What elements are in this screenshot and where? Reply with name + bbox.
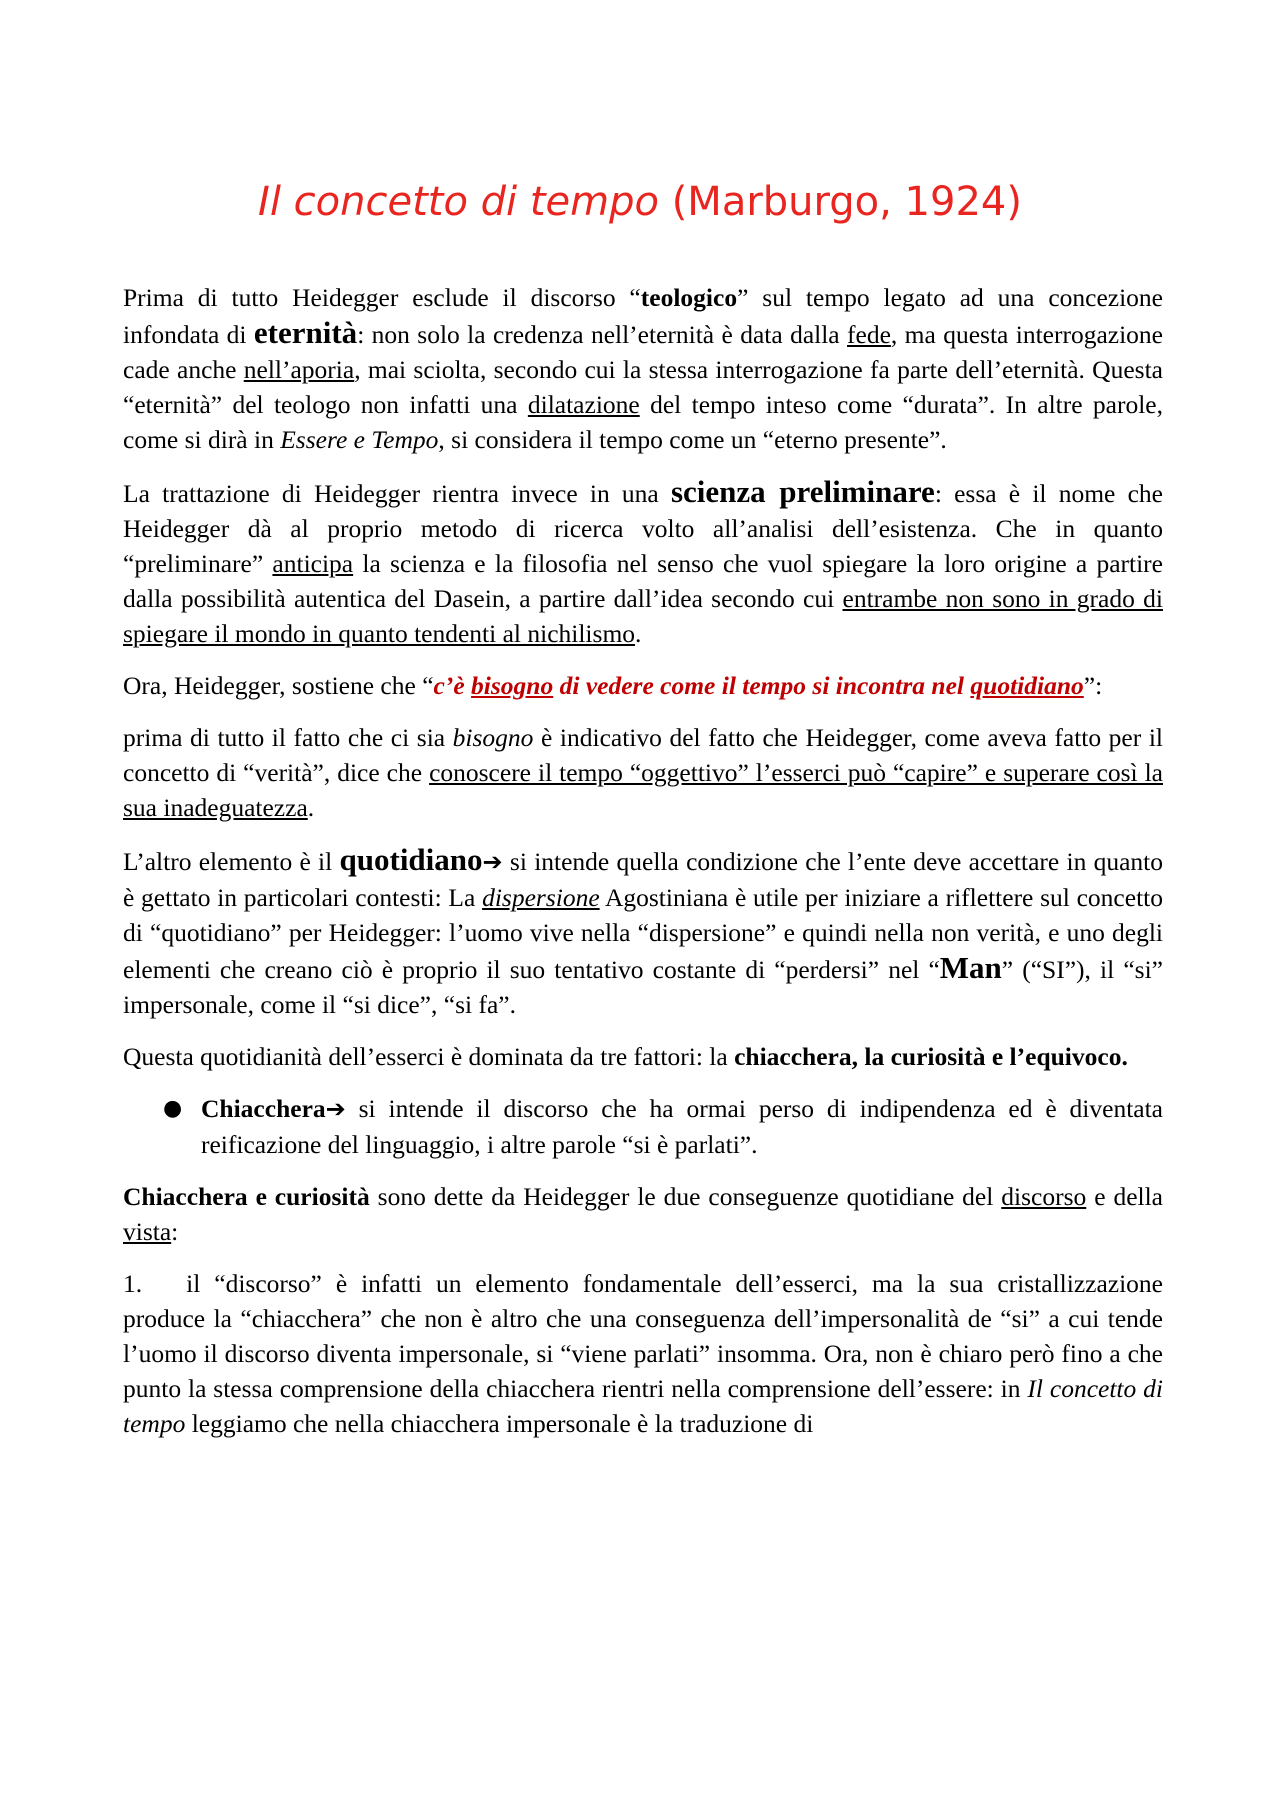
underline-discorso: discorso <box>1001 1182 1087 1211</box>
text-span: Questa quotidianità dell’esserci è dominata da tre fattori: la <box>123 1042 735 1071</box>
red-quote-part: di vedere come il tempo si incontra nel <box>553 671 971 700</box>
paragraph-quotidiano-quote <box>123 668 1163 703</box>
bold-chiacchera: Chiacchera <box>201 1094 326 1123</box>
paragraph-scienza-preliminare <box>123 474 1163 651</box>
bold-teologico: teologico <box>640 283 738 312</box>
text-span: prima di tutto il fatto che ci sia <box>123 723 453 752</box>
underline-entrambe: entrambe non sono in grado di spiegare il mondo in quanto tendenti al nichilismo <box>123 584 1163 648</box>
text-span: : non solo la credenza nell’eternità è data dalla <box>357 320 848 349</box>
bullet-list <box>123 1091 1163 1162</box>
underline-fede: fede <box>847 320 891 349</box>
bold-eternita: eternità <box>253 315 358 350</box>
text-span: sono dette da Heidegger le due conseguenze quotidiane del <box>369 1182 1002 1211</box>
text-span: leggiamo che nella chiacchera impersonale è la traduzione di <box>185 1409 814 1438</box>
text-span: ” sul tempo legato ad una concezione infondata di <box>123 283 1164 349</box>
text-span: , mai sciolta, secondo cui la stessa interrogazione fa parte dell’eternità. Questa “eternità” del teologo non infatti una <box>123 355 1163 419</box>
paragraph-tre-fattori <box>123 1039 1163 1074</box>
text-span: il “discorso” è infatti un elemento fondamentale dell’esserci, ma la sua cristallizzazione produce la “chiacchera” che non è altro che una conseguenza dell’impersonalità de “si” a cui tende l’uomo il discorso diventa impersonale, si “viene parlati” insomma. Ora, non è chiaro però fino a che punto la stessa comprensione della chiacchera rientri nella comprensione dell’essere: in <box>123 1269 1163 1403</box>
text-span: Prima di tutto Heidegger esclude il discorso “ <box>123 283 641 312</box>
list-item <box>123 1091 1163 1162</box>
arrow-right-icon: ➔ <box>325 1095 346 1123</box>
text-span: La trattazione di Heidegger rientra invece in una <box>123 479 671 508</box>
paragraph-chiacchera-curiosita <box>123 1179 1163 1249</box>
underline-dilatazione: dilatazione <box>527 390 640 419</box>
bold-quotidiano: quotidiano <box>339 842 483 877</box>
title-italic: Il concetto di tempo <box>258 179 659 225</box>
text-span: ”: <box>1083 671 1103 700</box>
paragraph-numbered-1 <box>123 1266 1163 1441</box>
arrow-right-icon: ➔ <box>482 848 503 876</box>
underline-anticipa: anticipa <box>272 549 354 578</box>
text-span: L’altro elemento è il <box>123 847 340 876</box>
text-span: . <box>635 619 642 648</box>
text-span: . <box>307 793 315 822</box>
underline-vista: vista <box>123 1217 172 1246</box>
text-span: , ma questa interrogazione cade anche <box>123 320 1163 384</box>
bold-chiacchera-curiosita: Chiacchera e curiosità <box>123 1182 370 1211</box>
italic-underline-dispersione: dispersione <box>482 883 600 912</box>
text-span: , si considera il tempo come un “eterno presente”. <box>438 425 947 454</box>
bold-fattori: chiacchera, la curiosità e l’equivoco. <box>734 1042 1128 1071</box>
text-span: ” (“SI”), il “si” impersonale, come il “si dice”, “si fa”. <box>123 955 1163 1019</box>
bold-man: Man <box>939 950 1002 985</box>
text-span: si intende quella condizione che l’ente deve accettare in quanto è gettato in particolari contesti: La <box>123 847 1164 912</box>
text-span: è indicativo del fatto che Heidegger, come aveva fatto per il concetto di “verità”, dice che <box>123 723 1163 787</box>
paragraph-teologico <box>123 280 1163 457</box>
underline-conoscere: conoscere il tempo “oggettivo” l’esserci può “capire” e superare così la sua inadeguatezza <box>123 758 1163 822</box>
red-underline-bisogno: bisogno <box>471 671 554 700</box>
text-span: Agostiniana è utile per iniziare a riflettere sul concetto di “quotidiano” per Heidegger: l’uomo vive nella “dispersione” e quindi nella non verità, e uno degli elementi che creano ciò è proprio il suo tentativo costante di “perdersi” nel “ <box>123 883 1163 984</box>
text-span: del tempo inteso come “durata”. In altre parole, come si dirà in <box>123 390 1163 454</box>
text-span: si intende il discorso che ha ormai perso di indipendenza ed è diventata reificazione del linguaggio, i altre parole “si è parlati”. <box>201 1094 1163 1159</box>
italic-essere-e-tempo: Essere e Tempo <box>280 425 439 454</box>
red-quote-part: c’è <box>433 671 472 700</box>
page-title <box>0 174 1280 230</box>
text-span: Ora, Heidegger, sostiene che “ <box>123 671 434 700</box>
paragraph-quotidiano <box>123 842 1163 1022</box>
text-span: : <box>171 1217 179 1246</box>
italic-bisogno: bisogno <box>452 723 534 752</box>
text-span: : essa è il nome che Heidegger dà al proprio metodo di ricerca volto all’analisi dell’esistenza. Che in quanto “preliminare” <box>123 479 1163 578</box>
list-number: 1. <box>123 1269 143 1298</box>
red-underline-quotidiano: quotidiano <box>970 671 1084 700</box>
underline-aporia: nell’aporia <box>243 355 355 384</box>
bullet-icon: ● <box>163 1096 183 1121</box>
text-span: la scienza e la filosofia nel senso che vuol spiegare la loro origine a partire dalla possibilità autentica del Dasein, a partire dall’idea secondo cui <box>123 549 1163 613</box>
bold-scienza-preliminare: scienza preliminare <box>670 474 935 509</box>
paragraph-bisogno <box>123 720 1163 825</box>
document-body <box>123 280 1163 1458</box>
italic-il-concetto-di-tempo: Il concetto di tempo <box>123 1374 1163 1438</box>
text-span: e della <box>1086 1182 1163 1211</box>
title-normal: (Marburgo, 1924) <box>658 179 1022 225</box>
